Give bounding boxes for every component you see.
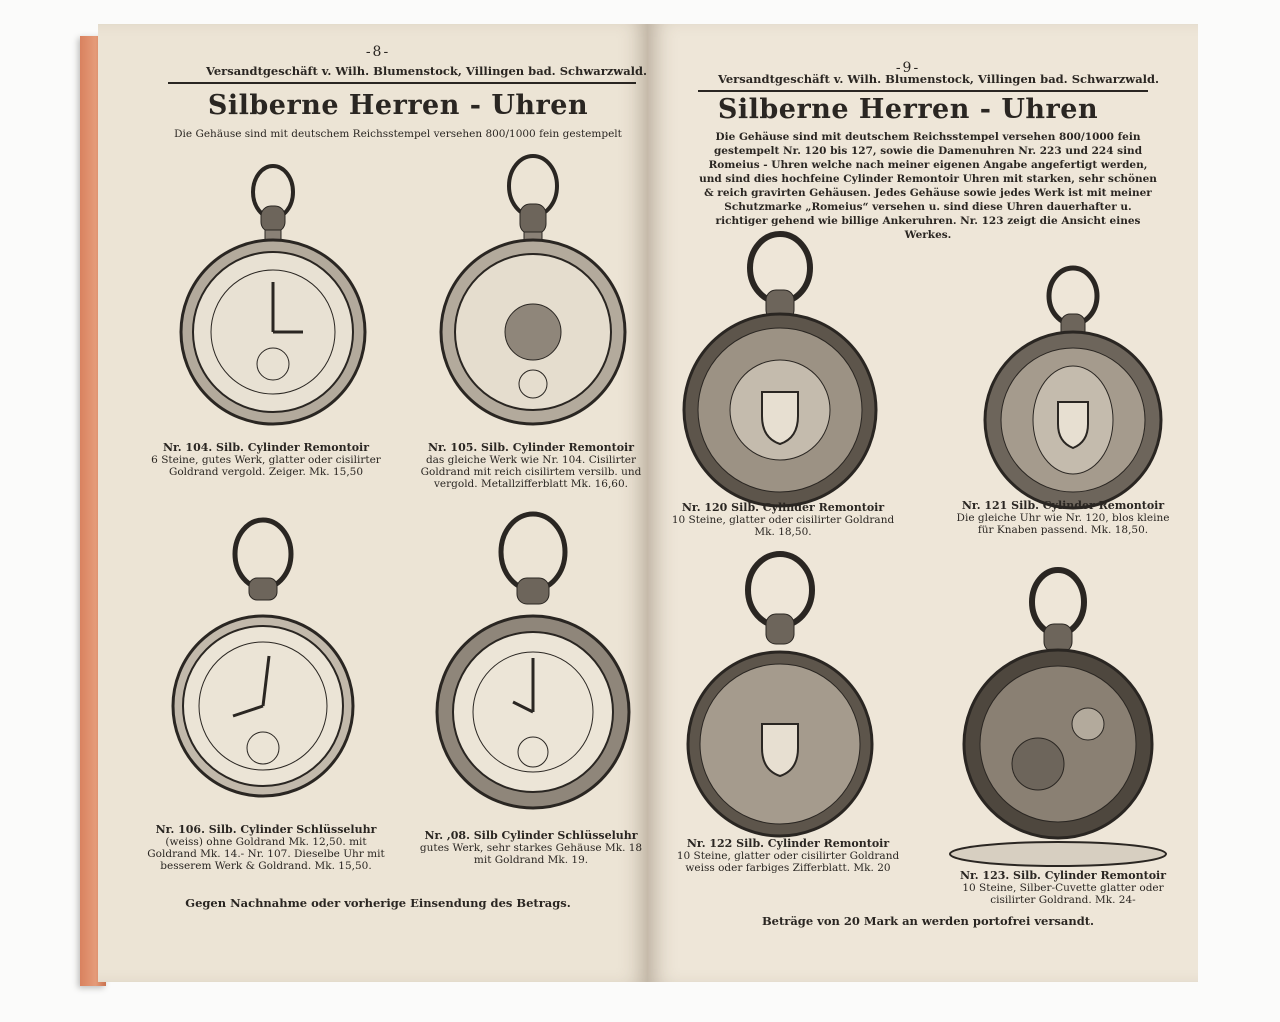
item-heading: Nr. 122 Silb. Cylinder Remontoir <box>686 837 890 850</box>
page-footer: Gegen Nachnahme oder vorherige Einsendung des Betrags. <box>185 896 571 910</box>
page-title: Silberne Herren - Uhren <box>717 94 1099 125</box>
item-description: 6 Steine, gutes Werk, glatter oder cisilirter Goldrand vergold. Zeiger. Mk. 15,50 <box>151 454 381 478</box>
item-description: 10 Steine, Silber-Cuvette glatter oder cisilirter Goldrand. Mk. 24- <box>962 882 1164 906</box>
watch-121-illustration <box>968 260 1168 520</box>
item-description: 10 Steine, glatter oder cisilirter Goldrand Mk. 18,50. <box>671 514 895 538</box>
page-subtitle: Die Gehäuse sind mit deutschem Reichsstempel versehen 800/1000 fein gestempelt <box>174 128 622 140</box>
item-121-caption <box>948 500 1178 536</box>
item-heading: Nr. 105. Silb. Cylinder Remontoir <box>427 441 635 454</box>
item-heading: Nr. 120 Silb. Cylinder Remontoir <box>681 501 885 514</box>
page-number: -8- <box>365 44 391 60</box>
item-108-caption <box>416 830 646 866</box>
publisher-header: Versandtgeschäft v. Wilh. Blumenstock, Villingen bad. Schwarzwald. <box>206 64 648 78</box>
watch-120-illustration <box>680 230 880 510</box>
item-105-caption <box>416 442 646 490</box>
item-122-caption <box>668 838 908 874</box>
item-description: 10 Steine, glatter oder cisilirter Goldrand weiss oder farbiges Zifferblatt. Mk. 20 <box>676 850 900 874</box>
item-123-caption <box>948 870 1178 906</box>
watch-123-illustration <box>948 564 1178 864</box>
header-rule <box>168 82 636 84</box>
header-rule <box>698 90 1148 92</box>
item-heading: Nr. 121 Silb. Cylinder Remontoir <box>961 499 1165 512</box>
watch-122-illustration <box>680 548 880 838</box>
watch-104-illustration <box>178 164 368 424</box>
item-heading: Nr. 106. Silb. Cylinder Schlüsseluhr <box>155 823 377 836</box>
page-footer: Beträge von 20 Mark an werden portofrei versandt. <box>761 914 1095 928</box>
item-heading: Nr. 123. Silb. Cylinder Remontoir <box>959 869 1167 882</box>
left-page <box>98 24 648 982</box>
page-intro: Die Gehäuse sind mit deutschem Reichsstempel versehen 800/1000 fein gestempelt Nr. 120 bis 127, sowie die Damenuhren Nr. 223 und 224 sind Romeius - Uhren welche nach meiner eigenen Angabe angefertigt werden, und sind dies hochfeine Cylinder Remontoir Uhren mit starken, sehr schönen & reich gravirten Gehäusen. Jedes Gehäuse sowie jedes Werk ist mit meiner Schutzmarke „Romeius“ versehen u. sind diese Uhren dauerhafter u. richtiger gehend wie billige Ankeruhren. Nr. 123 zeigt die Ansicht eines Werkes. <box>699 131 1157 241</box>
item-description: das gleiche Werk wie Nr. 104. Cisilirter Goldrand mit reich cisilirtem versilb. und vergold. Metallzifferblatt Mk. 16,60. <box>420 454 642 490</box>
watch-108-illustration <box>433 512 633 812</box>
publisher-header: Versandtgeschäft v. Wilh. Blumenstock, Villingen bad. Schwarzwald. <box>718 72 1160 86</box>
watch-105-illustration <box>438 154 628 424</box>
watch-106-illustration <box>173 516 363 806</box>
right-page <box>648 24 1198 982</box>
item-heading: Nr. 104. Silb. Cylinder Remontoir <box>162 441 370 454</box>
item-106-caption <box>146 824 386 872</box>
item-104-caption <box>146 442 386 478</box>
item-120-caption <box>668 502 898 538</box>
page-number: -9- <box>895 60 921 76</box>
item-heading: Nr. ,08. Silb Cylinder Schlüsseluhr <box>424 829 638 842</box>
item-description: Die gleiche Uhr wie Nr. 120, blos kleine für Knaben passend. Mk. 18,50. <box>956 512 1170 536</box>
item-description: (weiss) ohne Goldrand Mk. 12,50. mit Goldrand Mk. 14.- Nr. 107. Dieselbe Uhr mit besserem Werk & Goldrand. Mk. 15,50. <box>147 836 385 872</box>
page-title: Silberne Herren - Uhren <box>207 90 589 121</box>
item-description: gutes Werk, sehr starkes Gehäuse Mk. 18 mit Goldrand Mk. 19. <box>419 842 643 866</box>
